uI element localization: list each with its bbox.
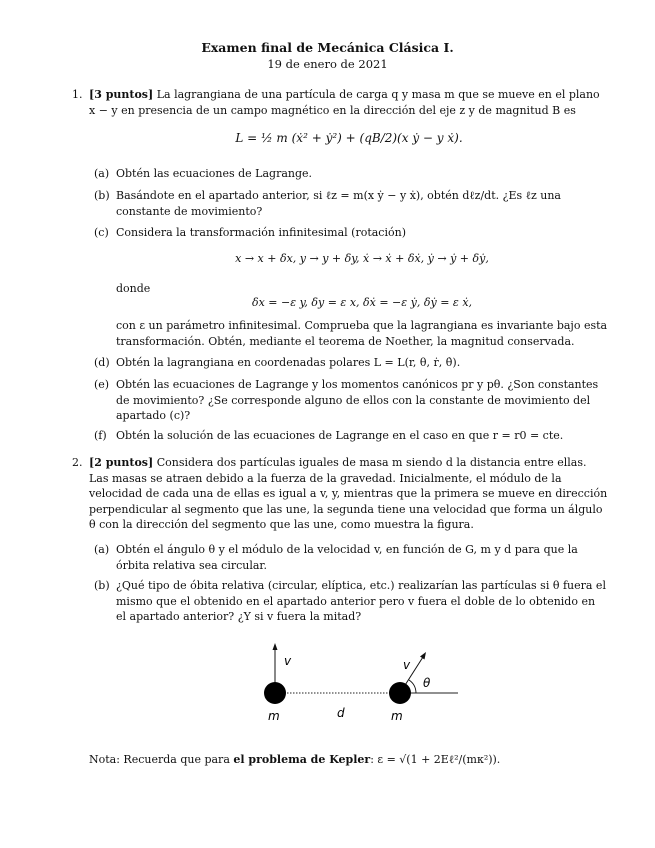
problem1-number: 1. (72, 88, 83, 101)
p1c-transform: x → x + δx, y → y + δy, ẋ → ẋ + δẋ, ẏ → ẏ + δẏ, (235, 252, 489, 265)
right-m-label: m (391, 709, 403, 723)
p1c-text2: con ε un parámetro infinitesimal. Comprueba que la lagrangiana es invariante bajo esta transformación. Obtén, mediante el teorema de Noether, la magnitud conservada. (116, 319, 608, 348)
right-mass (389, 682, 411, 704)
p1c-text: Considera la transformación infinitesimal (rotación) (116, 226, 406, 239)
p2b-text: ¿Qué tipo de óbita relativa (circular, elíptica, etc.) realizarían las partículas si θ fuera el mismo que el obtenido en el apartado anterior pero v fuera el doble de lo obtenido en el apartado anterior? ¿Y si v fuera la mitad? (116, 579, 606, 623)
theta-label: θ (423, 676, 431, 690)
problem2-number: 2. (72, 456, 83, 469)
p2a-text: Obtén el ángulo θ y el módulo de la velocidad v, en función de G, m y d para que la órbita relativa sea circular. (116, 543, 578, 572)
problem1-points: [3 puntos] (89, 88, 154, 101)
kepler-note (89, 752, 609, 768)
p2a-label: (a) (94, 543, 110, 556)
problem1-intro (89, 87, 609, 118)
p1b-text: Basándote en el apartado anterior, si ℓz = m(x ẏ − y ẋ), obtén dℓz/dt. ¿Es ℓz una constante de movimiento? (116, 189, 561, 218)
p2b-label: (b) (94, 579, 110, 592)
note-formula: : ε = √(1 + 2Eℓ²/(mκ²)). (370, 753, 501, 766)
note-prefix: Nota: Recuerda que para (89, 753, 230, 766)
p1f-text: Obtén la solución de las ecuaciones de Lagrange en el caso en que r = r0 = cte. (116, 429, 564, 442)
p1c-label: (c) (94, 226, 109, 239)
p1b-label: (b) (94, 189, 110, 202)
problem2-intro (89, 455, 609, 533)
problem2-points: [2 puntos] (89, 456, 154, 469)
p1a-label: (a) (94, 167, 110, 180)
left-v-label: v (284, 654, 292, 668)
p1e-text: Obtén las ecuaciones de Lagrange y los momentos canónicos pr y pθ. ¿Son constantes de movimiento? ¿Se corresponde alguno de ellos con la constante de movimiento del apartado (c)? (116, 378, 599, 422)
p1a-text: Obtén las ecuaciones de Lagrange. (116, 167, 313, 180)
exam-title: Examen final de Mecánica Clásica I. (201, 40, 454, 55)
left-velocity-arrowhead (273, 643, 278, 650)
p1e-label: (e) (94, 378, 110, 391)
right-v-label: v (403, 658, 411, 672)
p1d-label: (d) (94, 356, 110, 369)
exam-header (0, 40, 655, 72)
p1f-label: (f) (94, 429, 107, 442)
two-masses-figure (240, 635, 480, 730)
p1c-donde: donde (116, 282, 151, 295)
exam-date: 19 de enero de 2021 (267, 57, 388, 71)
note-bold: el problema de Kepler (233, 753, 371, 766)
p1d-text: Obtén la lagrangiana en coordenadas polares L = L(r, θ, ṙ, θ̇). (116, 356, 461, 369)
problem2-intro-text: Considera dos partículas iguales de masa m siendo d la distancia entre ellas. Las masas se atraen debido a la fuerza de la gravedad. Inicialmente, el módulo de la velocidad de cada una de ellas es igual a v, y, mientras que la primera se mueve en dirección perpendicular al segmento que las une, la segunda tiene una velocidad que forma un álgulo θ con la dirección del segmento que las une, como muestra la figura. (89, 456, 608, 531)
left-mass (264, 682, 286, 704)
left-m-label: m (268, 709, 280, 723)
problem1-lagrangian: L = ½ m (ẋ² + ẏ²) + (qB/2)(x ẏ − y ẋ). (235, 131, 463, 145)
d-label: d (337, 706, 345, 720)
p1c-deltas: δx = −ε y, δy = ε x, δẋ = −ε ẏ, δẏ = ε ẋ, (251, 296, 473, 309)
problem1-intro-text: La lagrangiana de una partícula de carga q y masa m que se mueve en el plano x − y en presencia de un campo magnético en la dirección del eje z y de magnitud B es (89, 88, 600, 117)
right-velocity-arrowhead (420, 652, 426, 660)
